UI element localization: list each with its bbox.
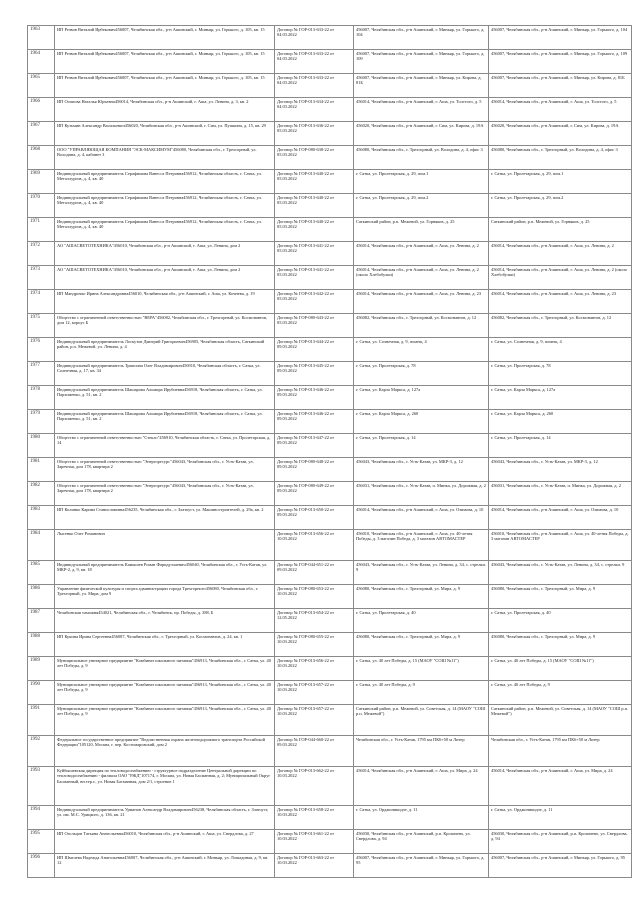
row-number: 1967 <box>28 122 55 146</box>
row-number: 1974 <box>28 290 55 314</box>
owner-cell: Челябинская таможня454021, Челябинская обл., г. Челябинск, пр. Победы, д. 388, Б <box>55 609 275 633</box>
contract-cell: Договор № ГОР-013-663-22 от 10.03.2022 <box>275 854 354 878</box>
row-number: 1987 <box>28 609 55 633</box>
owner-cell: Индивидуальный предприниматель Лоскутов Дмитрий Григорьевич456905, Челябинская область, Саткинский район, р.п. Межевой, ул. Ленина, д. 4 <box>55 338 275 362</box>
address-cell: 456030, Челябинская обл., р-н Ашинский, р.п. Кропачево, ул. Свердлова, д. 94 <box>354 830 489 854</box>
location-cell: 456080, Челябинская обл., г. Трехгорный, ул. Володина, д. 4, офис 3 <box>489 146 632 170</box>
row-number: 1964 <box>28 50 55 74</box>
address-cell: Саткинский район, р.п. Межевой, ул. Советская, д. 14 (МАОУ "СОШ р.п. Межевой") <box>354 705 489 736</box>
owner-cell: ИП Кукина Ирина Сергеевна456087, Челябинская обл., г. Трехгорный, ул. Космонавтов, д. 24, кв. 1 <box>55 633 275 657</box>
contract-cell: Договор № ГОР-013-641-22 от 05.03.2022 <box>275 266 354 290</box>
address-cell: г. Сатка, ул. Пролетарская, д. 14 <box>354 434 489 458</box>
address-cell: г. Сатка, ул. 40 лет Победы, д. 9 <box>354 681 489 705</box>
location-cell: г. Сатка, ул. 40 лет Победы, д. 15 (МАОУ "СОШ №11") <box>489 657 632 681</box>
row-number: 1996 <box>28 854 55 878</box>
contract-cell: Договор № ГОР-013-647-22 от 09.03.2022 <box>275 434 354 458</box>
owner-cell: ИП Кузьмин Александр Васильевич456020, Челябинская обл., р-н Ашинский, г. Сим, ул. Пушкина, д. 15, кв. 29 <box>55 122 275 146</box>
row-number: 1988 <box>28 633 55 657</box>
location-cell: 456043, Челябинская обл., г. Усть-Катав, ул. МКР-3, д. 12 <box>489 458 632 482</box>
contract-cell: Договор № ГОР-013-640-22 от 05.03.2022 <box>275 218 354 242</box>
row-number: 1984 <box>28 530 55 561</box>
location-cell: 456010, Челябинская обл., р-н Ашинский, г. Аша, ул. 40-летия Победы, д. 3 магазин АВТОМАСТЕР <box>489 530 632 561</box>
address-cell: 456014, Челябинская обл., р-н Ашинский, г. Аша, ул. Озимова, д. 10 <box>354 506 489 530</box>
address-cell: г. Сатка, ул. 40 лет Победы, д. 15 (МАОУ "СОШ №11") <box>354 657 489 681</box>
location-cell: г. Сатка, ул. Орджоникидзе, д. 11 <box>489 806 632 830</box>
contract-cell: Договор № ГОР-080-643-22 от 05.03.2022 <box>275 314 354 338</box>
owner-cell: Лысенко Олег Романович <box>55 530 275 561</box>
row-number: 1969 <box>28 170 55 194</box>
contract-cell: Договор № ГОР-044-651-22 от 09.03.2022 <box>275 561 354 585</box>
location-cell: 456014, Челябинская обл., р-н Ашинский, г. Аша, ул. Ленина, д. 2 (около Хлебобулки) <box>489 266 632 290</box>
address-cell: г. Сатка, ул. Пролетарская, д. 29, пом.2 <box>354 194 489 218</box>
owner-cell: ИП Шмелева Надежда Анатольевна456007, Челябинская обл., р-н Ашинский, г. Миньяр, ул. Лошадиная, д. 9, кв. 12 <box>55 854 275 878</box>
address-cell: 456031, Челябинская обл., г. Усть-Катав, п. Минка, ул. Дорожная, д. 2 <box>354 482 489 506</box>
location-cell: г. Сатка, ул. Пролетарская, д. 29, пом.1 <box>489 170 632 194</box>
contract-cell: Договор № ГОР-013-633-22 от 04.03.2022 <box>275 26 354 50</box>
row-number: 1965 <box>28 74 55 98</box>
owner-cell: Куйбышевская дирекция по тепловодоснабжению - структурное подразделение Центральной дирекции по тепловодоснабжению - филиала ОАО "РЖД"107174, г. Москва, ул. Новая Басманная, д. 2; Муниципальный Округ Басманный, вн.тер.г., ул. Новая Басманная, дом 2/1, строение 1 <box>55 767 275 806</box>
owner-cell: Общество с ограниченной ответственностью "ВЕРА"456082, Челябинская обл., г. Трехгорный, ул. Космонавтов, дом 12, корпус Б <box>55 314 275 338</box>
address-cell: г. Сатка, ул. Орджоникидзе, д. 11 <box>354 806 489 830</box>
owner-cell: Индивидуальный предприниматель Серафимова Ванесса Петровна456912, Челябинская область, г. Сатка, ул. Металлургов, д. 4, кв. 40 <box>55 194 275 218</box>
location-cell: 456080, Челябинская обл., г. Трехгорный, ул. Мира, д. 9 <box>489 585 632 609</box>
row-number: 1976 <box>28 338 55 362</box>
owner-cell: ИП Резвов Виталий Ирбекович456007, Челябинская обл., р-н Ашинский, г. Миньяр, ул. Горького, д. 105, кв. 15 <box>55 26 275 50</box>
address-cell: 456007, Челябинская обл., р-н Ашинский, г. Миньяр, ул. Горького, д. 104 <box>354 26 489 50</box>
row-number: 1991 <box>28 705 55 736</box>
owner-cell: Общество с ограниченной ответственностью "Энергоресурс"456043, Челябинская обл., г. Усть-Катав, ул. Заречная, дом 178, квартира 2 <box>55 482 275 506</box>
location-cell: 456030, Челябинская обл., р-н Ашинский, р.п. Кропачево, ул. Свердлова, д. 94 <box>489 830 632 854</box>
owner-cell: Общество с ограниченной ответственностью "Энергоресурс"456043, Челябинская обл., г. Усть-Катав, ул. Заречная, дом 178, квартира 2 <box>55 458 275 482</box>
row-number: 1978 <box>28 386 55 410</box>
address-cell: Челябинская обл., г. Усть-Катав, 1795 км ПК6+50 м Литер <box>354 736 489 767</box>
address-cell: г. Сатка, ул. Пролетарская, д. 40 <box>354 609 489 633</box>
owner-cell: Индивидуальный предприниматель Серафимова Ванесса Петровна456912, Челябинская область, г. Сатка, ул. Металлургов, д. 4, кв. 40 <box>55 170 275 194</box>
owner-cell: АО "АШАСВЕТОТЕХНИКА"456010, Челябинская обл., р-н Ашинский, г. Аша, ул. Ленина, дом 2 <box>55 266 275 290</box>
contract-cell: Договор № ГОР-013-658-22 от 10.03.2022 <box>275 806 354 830</box>
owner-cell: ИП Резвов Виталий Ирбекович456007, Челябинская обл., р-н Ашинский, г. Миньяр, ул. Горького, д. 105, кв. 15 <box>55 74 275 98</box>
contract-cell: Договор № ГОР-013-636-22 от 05.03.2022 <box>275 122 354 146</box>
contract-cell: Договор № ГОР-013-633-22 от 04.03.2022 <box>275 50 354 74</box>
contract-cell: Договор № ГОР-013-642-22 от 05.03.2022 <box>275 290 354 314</box>
row-number: 1972 <box>28 242 55 266</box>
address-cell: 456014, Челябинская обл., р-н Ашинский, г. Аша, ул. Толстого, д. 5 <box>354 98 489 122</box>
location-cell: г. Сатка, ул. Карла Маркса, д. 127а <box>489 386 632 410</box>
row-number: 1971 <box>28 218 55 242</box>
location-cell: 456014, Челябинская обл., р-н Ашинский, г. Аша, ул. Толстого, д. 5 <box>489 98 632 122</box>
row-number: 1986 <box>28 585 55 609</box>
contract-cell: Договор № ГОР-013-646-22 от 09.03.2022 <box>275 410 354 434</box>
location-cell: г. Сатка, ул. Солнечная, д. 9, помещ. 4 <box>489 338 632 362</box>
row-number: 1979 <box>28 410 55 434</box>
row-number: 1981 <box>28 458 55 482</box>
owner-cell: Индивидуальный предприниматель Камышев Роман Фаридуллаевич456040, Челябинская обл., г. Усть-Катав, ул. МКР-2, д. 9, кв. 18 <box>55 561 275 585</box>
location-cell: г. Сатка, ул. Пролетарская, д. 78 <box>489 362 632 386</box>
contract-cell: Договор № ГОР-013-644-22 от 09.03.2022 <box>275 338 354 362</box>
row-number: 1973 <box>28 266 55 290</box>
address-cell: г. Сатка, ул. Пролетарская, д. 29, пом.1 <box>354 170 489 194</box>
owner-cell: ИП Мандрочко Ирина Александровна456010, Челябинская обл., р-н Ашинский, г. Аша, ул. Кочнева, д. 19 <box>55 290 275 314</box>
contract-cell: Договор № ГОР-080-638-22 от 05.03.2022 <box>275 146 354 170</box>
address-cell: г. Сатка, ул. Карла Маркса, д. 260 <box>354 410 489 434</box>
location-cell: Саткинский район, р.п. Межевой, ул. Советская, д. 14 (МАОУ "СОШ р.п. Межевой") <box>489 705 632 736</box>
contract-cell: Договор № ГОР-080-653-22 от 10.03.2022 <box>275 585 354 609</box>
owner-cell: АО "АШАСВЕТОТЕХНИКА"456010, Челябинская обл., р-н Ашинский, г. Аша, ул. Ленина, дом 2 <box>55 242 275 266</box>
contract-cell: Договор № ГОР-044-660-22 от 09.03.2022 <box>275 736 354 767</box>
location-cell: 456043, Челябинская обл., г. Усть-Катав, ул. Ленина, д. 34, с. стрелки. 9 <box>489 561 632 585</box>
address-cell: 456014, Челябинская обл., р-н Ашинский, г. Аша, ул. Ленина, д. 2 (около Хлебобулки) <box>354 266 489 290</box>
address-cell: 456020, Челябинская обл., р-н Ашинский, г. Сим, ул. Кирова, д. 19А <box>354 122 489 146</box>
contract-cell: Договор № ГОР-013-657-22 от 10.03.2022 <box>275 705 354 736</box>
row-number: 1977 <box>28 362 55 386</box>
row-number: 1983 <box>28 506 55 530</box>
address-cell: 456014, Челябинская обл., р-н Ашинский, г. Аша, ул. Ленина, д. 2 <box>354 242 489 266</box>
owner-cell: Индивидуальный предприниматель Шашарова Альмира Ирубиевна456918, Челябинская область, г. Сатка, ул. Пархоменко, д. 51, кв. 2 <box>55 386 275 410</box>
address-cell: 456007, Челябинская обл., р-н Ашинский, г. Миньяр, ул. Кирова, д. 81Б <box>354 74 489 98</box>
location-cell: 456007, Челябинская обл., р-н Ашинский, г. Миньяр, ул. Горького, д. 104 <box>489 26 632 50</box>
row-number: 1966 <box>28 98 55 122</box>
owner-cell: Муниципальное унитарное предприятие "Комбинат школьного питания"456913, Челябинская обл., г. Сатка, ул. 40 лет Победы, д. 9 <box>55 681 275 705</box>
contract-cell: Договор № ГОР-013-656-22 от 10.03.2022 <box>275 530 354 561</box>
owner-cell: ИП Резвов Виталий Ирбекович456007, Челябинская обл., р-н Ашинский, г. Миньяр, ул. Горького, д. 105, кв. 15 <box>55 50 275 74</box>
address-cell: 456080, Челябинская обл., г. Трехгорный, ул. Володина, д. 4, офис 3 <box>354 146 489 170</box>
location-cell: 456020, Челябинская обл., р-н Ашинский, г. Сим, ул. Кирова, д. 19А <box>489 122 632 146</box>
registry-body <box>28 26 632 878</box>
location-cell: 456014, Челябинская обл., р-н Ашинский, г. Аша, ул. Ленина, д. 23 <box>489 290 632 314</box>
address-cell: 456014, Челябинская обл., р-н Ашинский, г. Аша, ул. Мира, д. 24 <box>354 767 489 806</box>
owner-cell: Общество с ограниченной ответственностью "Стекло"456910, Челябинская область, г. Сатка, ул. Пролетарская, д. 14 <box>55 434 275 458</box>
registry-table <box>27 25 632 878</box>
address-cell: г. Сатка, ул. Пролетарская, д. 78 <box>354 362 489 386</box>
owner-cell: Федеральное государственное предприятие "Ведомственная охрана железнодорожного транспорта Российской Федерации"105120, Москва, г. пер. Костомаровский, дом 2 <box>55 736 275 767</box>
contract-cell: Договор № ГОР-080-655-22 от 10.03.2022 <box>275 633 354 657</box>
contract-cell: Договор № ГОР-013-634-22 от 04.03.2022 <box>275 98 354 122</box>
contract-cell: Договор № ГОР-080-648-22 от 09.03.2022 <box>275 458 354 482</box>
contract-cell: Договор № ГОР-013-633-22 от 04.03.2022 <box>275 74 354 98</box>
row-number: 1963 <box>28 26 55 50</box>
owner-cell: Муниципальное унитарное предприятие "Комбинат школьного питания"456913, Челябинская обл., г. Сатка, ул. 40 лет Победы, д. 9 <box>55 657 275 681</box>
location-cell: Саткинский район, р.п. Межевой, ул. Горняков, д. 25 <box>489 218 632 242</box>
row-number: 1982 <box>28 482 55 506</box>
location-cell: 456014, Челябинская обл., р-н Ашинский, г. Аша, ул. Мира, д. 24 <box>489 767 632 806</box>
contract-cell: Договор № ГОР-013-654-22 от 12.05.2022 <box>275 609 354 633</box>
contract-cell: Договор № ГОР-013-646-22 от 09.03.2022 <box>275 386 354 410</box>
row-number: 1989 <box>28 657 55 681</box>
owner-cell: ООО "УПРАВЛЯЮЩАЯ КОМПАНИЯ "ЭСК-МАКСИМУМ"456080, Челябинская обл., г. Трехгорный, ул. Володина, д. 4, кабинет 3 <box>55 146 275 170</box>
location-cell: 456007, Челябинская обл., р-н Ашинский, г. Миньяр, ул. Горького, д. 109 <box>489 50 632 74</box>
location-cell: г. Сатка, ул. Карла Маркса, д. 260 <box>489 410 632 434</box>
contract-cell: Договор № ГОР-013-662-22 от 10.03.2022 <box>275 767 354 806</box>
location-cell: г. Сатка, ул. 40 лет Победы, д. 9 <box>489 681 632 705</box>
contract-cell: Договор № ГОР-013-661-22 от 10.03.2022 <box>275 830 354 854</box>
row-number: 1994 <box>28 806 55 830</box>
address-cell: 456043, Челябинская обл., г. Усть-Катав, ул. МКР-3, д. 12 <box>354 458 489 482</box>
location-cell: 456082, Челябинская обл., г. Трехгорный, ул. Космонавтов, д. 12 <box>489 314 632 338</box>
address-cell: 456043, Челябинская обл., г. Усть-Катав, ул. Ленина, д. 34, с. стрелки. 9 <box>354 561 489 585</box>
address-cell: 456080, Челябинская обл., г. Трехгорный, ул. Мира, д. 9 <box>354 633 489 657</box>
contract-cell: Договор № ГОР-080-649-22 от 09.03.2022 <box>275 482 354 506</box>
location-cell: г. Сатка, ул. Пролетарская, д. 14 <box>489 434 632 458</box>
row-number: 1993 <box>28 767 55 806</box>
owner-cell: ИП Осипова Наталья Юрьевна456014, Челябинская обл., р-н Ашинский, г. Аша, ул. Ленина, д. 3, кв. 2 <box>55 98 275 122</box>
contract-cell: Договор № ГОР-013-640-22 от 05.03.2022 <box>275 170 354 194</box>
contract-cell: Договор № ГОР-013-650-22 от 09.03.2022 <box>275 506 354 530</box>
address-cell: г. Сатка, ул. Солнечная, д. 9, помещ. 4 <box>354 338 489 362</box>
address-cell: 456010, Челябинская обл., р-н Ашинский, г. Аша, ул. 40-летия Победы, д. 3 магазин Победа, д. 3 магазин АВТОМАСТЕР <box>354 530 489 561</box>
location-cell: 456007, Челябинская обл., р-н Ашинский, г. Миньяр, ул. Горького, д. 95 <box>489 854 632 878</box>
address-cell: 456007, Челябинская обл., р-н Ашинский, г. Миньяр, ул. Горького, д. 109 <box>354 50 489 74</box>
row-number: 1968 <box>28 146 55 170</box>
owner-cell: Индивидуальный предприниматель Шашарова Альмира Ирубиевна456918, Челябинская область, г. Сатка, ул. Пархоменко, д. 51, кв. 2 <box>55 410 275 434</box>
address-cell: г. Сатка, ул. Карла Маркса, д. 127а <box>354 386 489 410</box>
row-number: 1975 <box>28 314 55 338</box>
owner-cell: ИП Колинко Карина Станиславовна456235, Челябинская обл., г. Златоуст, ул. Машиностроителей, д. 29а, кв. 2 <box>55 506 275 530</box>
location-cell: г. Сатка, ул. Пролетарская, д. 40 <box>489 609 632 633</box>
address-cell: 456007, Челябинская обл., р-н Ашинский, г. Миньяр, ул. Горького, д. 95 <box>354 854 489 878</box>
row-number: 1970 <box>28 194 55 218</box>
location-cell: г. Сатка, ул. Пролетарская, д. 29, пом.2 <box>489 194 632 218</box>
contract-cell: Договор № ГОР-013-656-22 от 10.03.2022 <box>275 657 354 681</box>
location-cell: 456007, Челябинская обл., р-н Ашинский, г. Миньяр, ул. Кирова, д. 81Б <box>489 74 632 98</box>
location-cell: 456014, Челябинская обл., р-н Ашинский, г. Аша, ул. Озимова, д. 10 <box>489 506 632 530</box>
location-cell: 456014, Челябинская обл., р-н Ашинский, г. Аша, ул. Ленина, д. 2 <box>489 242 632 266</box>
row-number: 1992 <box>28 736 55 767</box>
contract-cell: Договор № ГОР-013-640-22 от 05.03.2022 <box>275 194 354 218</box>
contract-cell: Договор № ГОР-013-645-22 от 09.03.2022 <box>275 362 354 386</box>
contract-cell: Договор № ГОР-013-641-22 от 05.03.2022 <box>275 242 354 266</box>
owner-cell: Индивидуальный предприниматель Серафимова Ванесса Петровна456912, Челябинская область, г. Сатка, ул. Металлургов, д. 4, кв. 40 <box>55 218 275 242</box>
contract-cell: Договор № ГОР-013-657-22 от 10.03.2022 <box>275 681 354 705</box>
address-cell: 456014, Челябинская обл., р-н Ашинский, г. Аша, ул. Ленина, д. 23 <box>354 290 489 314</box>
row-number: 1985 <box>28 561 55 585</box>
location-cell: Челябинская обл., г. Усть-Катав, 1795 км ПК6+50 м Литер <box>489 736 632 767</box>
address-cell: 456080, Челябинская обл., г. Трехгорный, ул. Мира, д. 9 <box>354 585 489 609</box>
row-number: 1995 <box>28 830 55 854</box>
owner-cell: Управление физической культуры и спорта администрации города Трехгорного456080, Челябинская обл., г. Трехгорный, ул. Мира, дом 9 <box>55 585 275 609</box>
owner-cell: Индивидуальный предприниматель Урманов Александр Владимирович456238, Челябинская область, г. Златоуст, ул. им. М.С. Урицкого, д. 136, кв. 21 <box>55 806 275 830</box>
address-cell: Саткинский район, р.п. Межевой, ул. Горняков, д. 25 <box>354 218 489 242</box>
row-number: 1990 <box>28 681 55 705</box>
location-cell: 456031, Челябинская обл., г. Усть-Катав, п. Минка, ул. Дорожная, д. 2 <box>489 482 632 506</box>
owner-cell: Индивидуальный предприниматель Трипсина Олег Владимирович456910, Челябинская область, г. Сатка, ул. Солнечная, д. 17, кв. 34 <box>55 362 275 386</box>
owner-cell: ИП Огольцов Татьяна Анатольевна456010, Челябинская обл., р-н Ашинский, г. Аша, ул. Свердлова, д. 27 <box>55 830 275 854</box>
owner-cell: Муниципальное унитарное предприятие "Комбинат школьного питания"456913, Челябинская обл., г. Сатка, ул. 40 лет Победы, д. 9 <box>55 705 275 736</box>
location-cell: 456080, Челябинская обл., г. Трехгорный, ул. Мира, д. 9 <box>489 633 632 657</box>
row-number: 1980 <box>28 434 55 458</box>
address-cell: 456082, Челябинская обл., г. Трехгорный, ул. Космонавтов, д. 12 <box>354 314 489 338</box>
